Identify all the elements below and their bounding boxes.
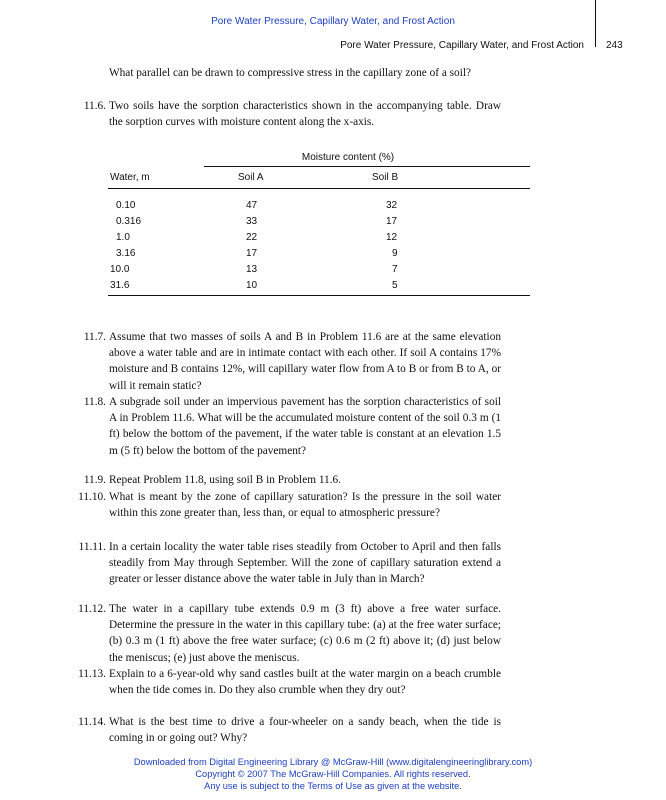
running-head: Pore Water Pressure, Capillary Water, and Frost Action bbox=[340, 40, 584, 51]
cell-soil-a: 22 bbox=[246, 232, 258, 243]
footer-copyright: Copyright © 2007 The McGraw-Hill Companies. All rights reserved. bbox=[195, 769, 471, 780]
problem-number: 11.8. bbox=[83, 396, 106, 408]
cell-water: 0.316 bbox=[116, 216, 142, 227]
page-number: 243 bbox=[606, 40, 623, 51]
cell-soil-b: 9 bbox=[392, 248, 398, 259]
col-header-soil-a: Soil A bbox=[238, 172, 264, 183]
cell-water: 10.0 bbox=[110, 264, 130, 275]
col-header-soil-b: Soil B bbox=[372, 172, 399, 183]
cell-soil-a: 17 bbox=[246, 248, 258, 259]
download-footer bbox=[0, 756, 666, 793]
problem-number: 11.7. bbox=[83, 331, 106, 343]
problem-number: 11.9. bbox=[83, 474, 106, 486]
problem-number: 11.12. bbox=[78, 603, 106, 615]
problem-text: Assume that two masses of soils A and B in Problem 11.6 are at the same elevation above a water table and are in intimate contact with each other. If soil A contains 17% moisture and B contains 12%, will capillary water flow from A to B or from B to A, or will it remain static? bbox=[109, 331, 501, 392]
cell-soil-b: 7 bbox=[392, 264, 398, 275]
cell-soil-b: 12 bbox=[386, 232, 398, 243]
problem-text: Repeat Problem 11.8, using soil B in Problem 11.6. bbox=[109, 474, 341, 486]
table-rule-bottom bbox=[108, 295, 530, 296]
footer-download-link[interactable]: Downloaded from Digital Engineering Library @ McGraw-Hill (www.digitalengineeringlibrary.com) bbox=[133, 757, 533, 767]
cell-soil-b: 32 bbox=[386, 200, 398, 211]
problem-number: 11.13. bbox=[78, 668, 106, 680]
cell-soil-a: 13 bbox=[246, 264, 258, 275]
table-rule-header bbox=[108, 188, 530, 189]
problem-number: 11.11. bbox=[78, 541, 106, 553]
problem-text: In a certain locality the water table rises steadily from October to April and then falls steadily from May through September. Will the zone of capillary saturation extend a greater or lesser distance above the water table in July than in March? bbox=[109, 541, 501, 586]
cell-water: 1.0 bbox=[116, 232, 130, 243]
cell-soil-a: 10 bbox=[246, 280, 258, 291]
problem-text: A subgrade soil under an impervious pavement has the sorption characteristics of soil A in Problem 11.6. What will be the accumulated moisture content of the soil 0.3 m (1 ft) below the bottom of the pavement, if the water table is constant at an elevation 1.5 m (5 ft) below the bottom of the pavement? bbox=[109, 396, 501, 457]
header-divider bbox=[595, 0, 596, 47]
cell-soil-a: 33 bbox=[246, 216, 258, 227]
problem-number: 11.6. bbox=[83, 100, 106, 112]
problem-text: Two soils have the sorption characteristics shown in the accompanying table. Draw the sorption curves with moisture content along the x-axis. bbox=[109, 100, 501, 129]
problem-text: Explain to a 6-year-old why sand castles built at the water margin on a beach crumble when the tide comes in. Do they also crumble when they dry out? bbox=[109, 668, 501, 697]
footer-terms-link[interactable]: Any use is subject to the Terms of Use as given at the website. bbox=[204, 781, 462, 792]
chapter-title-link[interactable]: Pore Water Pressure, Capillary Water, and Frost Action bbox=[211, 16, 455, 27]
table-group-header: Moisture content (%) bbox=[301, 152, 395, 163]
cell-soil-b: 17 bbox=[386, 216, 398, 227]
table-rule-top bbox=[204, 166, 530, 167]
cell-water: 3.16 bbox=[116, 248, 136, 259]
cell-soil-a: 47 bbox=[246, 200, 258, 211]
problem-text: What is the best time to drive a four-wheeler on a sandy beach, when the tide is coming in or going out? Why? bbox=[109, 716, 501, 745]
cell-soil-b: 5 bbox=[392, 280, 398, 291]
problem-text: The water in a capillary tube extends 0.9 m (3 ft) above a free water surface. Determine the pressure in the water in this capillary tube: (a) at the free water surface; (b) 0.3 m (1 ft) above the free water surface; (c) 0.6 m (2 ft) above it; (d) just below the meniscus; (e) just above the meniscus. bbox=[109, 603, 501, 664]
col-header-water: Water, m bbox=[110, 172, 150, 183]
problem-number: 11.10. bbox=[78, 491, 106, 503]
problem-number: 11.14. bbox=[78, 716, 106, 728]
cell-water: 31.6 bbox=[110, 280, 130, 291]
cell-water: 0.10 bbox=[116, 200, 136, 211]
problem-text: What is meant by the zone of capillary saturation? Is the pressure in the soil water within this zone greater than, less than, or equal to atmospheric pressure? bbox=[109, 491, 501, 520]
continuation-text: What parallel can be drawn to compressive stress in the capillary zone of a soil? bbox=[109, 67, 471, 79]
